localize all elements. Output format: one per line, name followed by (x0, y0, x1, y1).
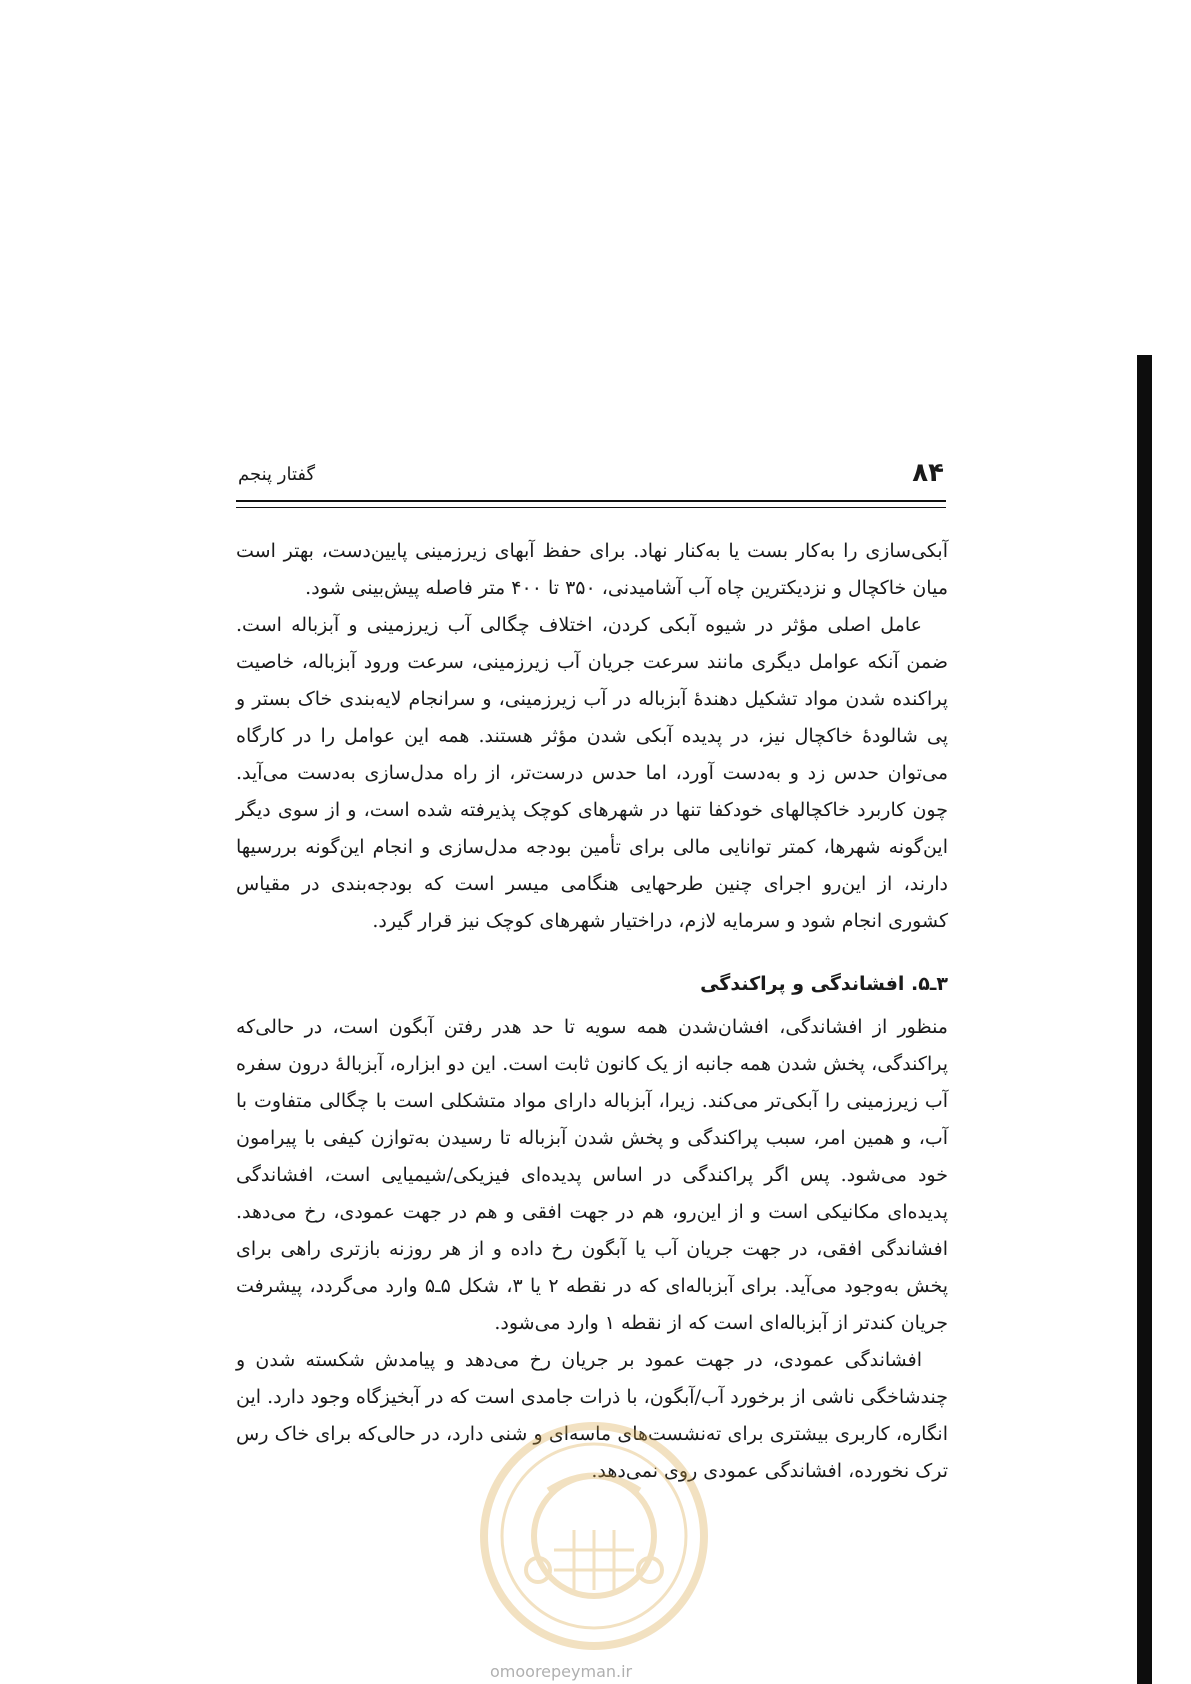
paragraph-4: افشاندگی عمودی، در جهت عمود بر جریان رخ می‌دهد و پیامدش شکسته شدن و چندشاخگی ناشی از برخورد آب/آبگون، با ذرات جامدی است که در آبخیزگاه وجود دارد. این انگاره، کاربری بیشتری برای ته‌نشست‌های ماسه‌ای و شنی دارد، در حالی‌که برای خاک رس ترک نخورده، افشاندگی عمودی روی نمی‌دهد. (236, 1349, 948, 1482)
paragraph-1: آبکی‌سازی را به‌کار بست یا به‌کنار نهاد. برای حفظ آبهای زیرزمینی پایین‌دست، بهتر است میان خاکچال و نزدیکترین چاه آب آشامیدنی، ۳۵۰ تا ۴۰۰ متر فاصله پیش‌بینی شود. (236, 540, 948, 599)
body-text (236, 533, 948, 1490)
header-rule-thin (236, 507, 946, 508)
watermark-url: omoorepeyman.ir (490, 1662, 633, 1681)
page-number: ۸۴ (912, 458, 944, 488)
page-edge-bar (1137, 355, 1152, 1684)
watermark-seal-icon (478, 1420, 710, 1652)
header-rule-thick (236, 500, 946, 502)
chapter-title: گفتار پنجم (238, 464, 316, 485)
paragraph-3: منظور از افشاندگی، افشان‌شدن همه سویه تا حد هدر رفتن آبگون است، در حالی‌که پراکندگی، پخش شدن همه جانبه از یک کانون ثابت است. این دو ابزاره، آبزبالهٔ درون سفره آب زیرزمینی را آبکی‌تر می‌کند. زیرا، آبزباله دارای مواد متشکلی است با چگالی متفاوت با آب، و همین امر، سبب پراکندگی و پخش شدن آبزباله تا رسیدن به‌توازن کیفی با پیرامون خود می‌شود. پس اگر پراکندگی در اساس پدیده‌ای فیزیکی/شیمیایی است، افشاندگی پدیده‌ای مکانیکی است و از این‌رو، هم در جهت افقی و هم در جهت عمودی، رخ می‌دهد. افشاندگی افقی، در جهت جریان آب یا آبگون رخ داده و از هر روزنه بازتری راهی برای پخش به‌وجود می‌آید. برای آبزباله‌ای که در نقطه ۲ یا ۳، شکل ۵ـ۵ وارد می‌گردد، پیشرفت جریان کندتر از آبزباله‌ای است که از نقطه ۱ وارد می‌شود. (236, 1016, 949, 1334)
running-head (238, 458, 944, 498)
section-heading: ۳ـ۵. افشاندگی و پراکندگی (700, 973, 948, 995)
paragraph-2: عامل اصلی مؤثر در شیوه آبکی کردن، اختلاف چگالی آب زیرزمینی و آبزباله است. ضمن آنکه عوامل دیگری مانند سرعت جریان آب زیرزمینی، سرعت ورود آبزباله، خاصیت پراکنده شدن مواد تشکیل دهندهٔ آبزباله در آب زیرزمینی، و سرانجام لایه‌بندی خاک بستر و پی شالودهٔ خاکچال نیز، در پدیده آبکی شدن مؤثر هستند. همه این عوامل را در کارگاه می‌توان حدس زد و به‌دست آورد، اما حدس درست‌تر، از راه مدل‌سازی به‌دست می‌آید. چون کاربرد خاکچالهای خودکفا تنها در شهرهای کوچک پذیرفته شده است، و از سوی دیگر این‌گونه شهرها، کمتر توانایی مالی برای تأمین بودجه مدل‌سازی و انجام این‌گونه بررسیها دارند، از این‌رو اجرای چنین طرحهایی هنگامی میسر است که بودجه‌بندی در مقیاس کشوری انجام شود و سرمایه لازم، دراختیار شهرهای کوچک نیز قرار گیرد. (236, 614, 948, 932)
